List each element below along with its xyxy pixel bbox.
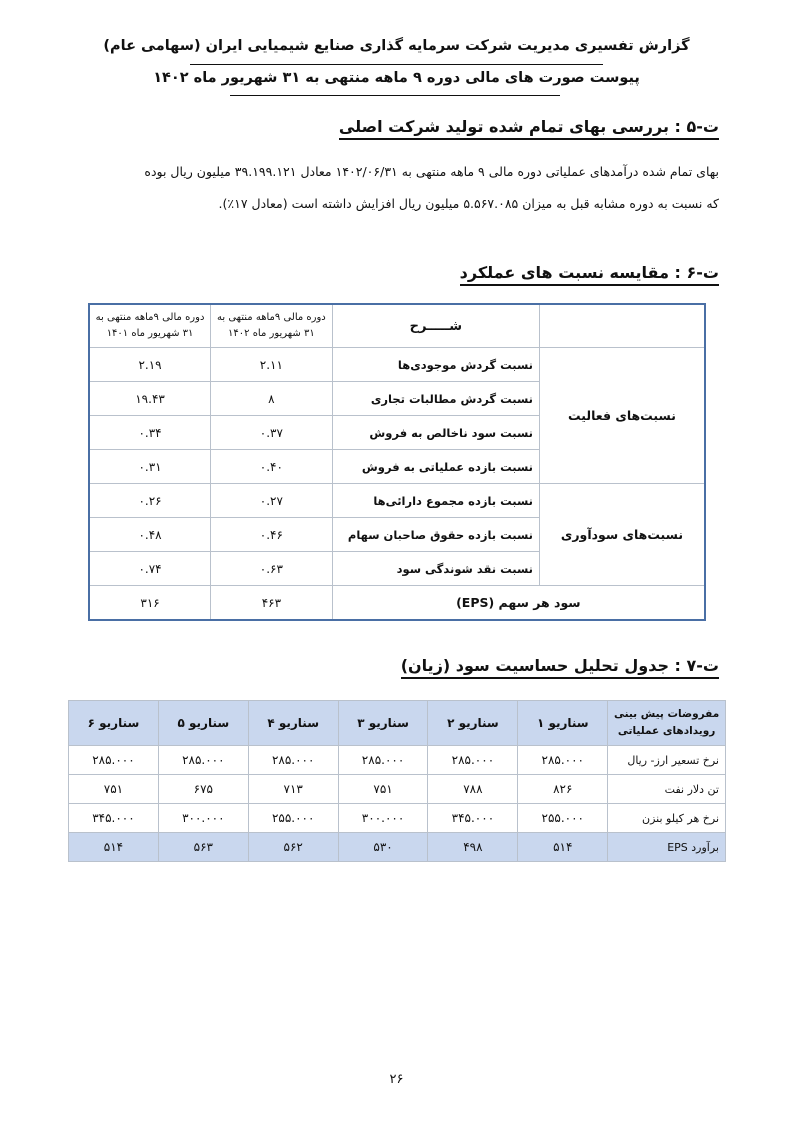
cell: ۳۰۰.۰۰۰ — [338, 804, 428, 833]
row-label: نرخ تسعیر ارز- ریال — [608, 746, 726, 775]
group-profitability-ratios: نسبت‌های سودآوری — [540, 484, 706, 586]
value-2022: ۱۹.۴۳ — [89, 382, 211, 416]
cell: ۷۵۱ — [69, 775, 159, 804]
value-2022: ۰.۳۴ — [89, 416, 211, 450]
cell: ۷۵۱ — [338, 775, 428, 804]
value-2022: ۲.۱۹ — [89, 348, 211, 382]
ratio-comparison-table — [88, 303, 706, 621]
row-label: نسبت سود ناخالص به فروش — [332, 416, 539, 450]
cell: ۳۴۵.۰۰۰ — [69, 804, 159, 833]
scenario-header: سناریو ۴ — [248, 701, 338, 746]
scenario-header: سناریو ۵ — [158, 701, 248, 746]
title-underline — [190, 64, 603, 65]
cell: ۶۷۵ — [158, 775, 248, 804]
scenario-header: سناریو ۳ — [338, 701, 428, 746]
scenario-header: سناریو ۱ — [518, 701, 608, 746]
table-row — [69, 775, 726, 804]
row-label: نسبت گردش موجودی‌ها — [332, 348, 539, 382]
cell: ۲۸۵.۰۰۰ — [338, 746, 428, 775]
cell: ۲۸۵.۰۰۰ — [518, 746, 608, 775]
value-2023: ۰.۳۷ — [211, 416, 333, 450]
report-subtitle: پیوست صورت های مالی دوره ۹ ماهه منتهی به ۳۱ شهریور ماه ۱۴۰۲ — [153, 70, 640, 86]
value-2022: ۰.۷۴ — [89, 552, 211, 586]
table-row — [69, 804, 726, 833]
eps-label: سود هر سهم (EPS) — [332, 586, 705, 621]
description-header: شـــــرح — [332, 304, 539, 348]
value-2023: ۲.۱۱ — [211, 348, 333, 382]
scenario-header: سناریو ۶ — [69, 701, 159, 746]
cell: ۲۵۵.۰۰۰ — [248, 804, 338, 833]
period-2023-header: دوره مالی ۹ماهه منتهی به ۳۱ شهریور ماه ۱۴۰۲ — [211, 304, 333, 348]
assumptions-header: مفروضات پیش بینی رویدادهای عملیاتی — [608, 701, 726, 746]
row-label: نسبت گردش مطالبات تجاری — [332, 382, 539, 416]
cell: ۵۱۴ — [69, 833, 159, 862]
eps-estimate-row — [69, 833, 726, 862]
row-label: برآورد EPS — [608, 833, 726, 862]
value-2023: ۰.۴۰ — [211, 450, 333, 484]
row-label: نسبت نقد شوندگی سود — [332, 552, 539, 586]
cell: ۷۸۸ — [428, 775, 518, 804]
value-2023: ۰.۴۶ — [211, 518, 333, 552]
section-7-title: ت-۷ : جدول تحلیل حساسیت سود (زیان) — [401, 656, 719, 679]
cell: ۳۴۵.۰۰۰ — [428, 804, 518, 833]
row-label: نسبت بازده مجموع دارائی‌ها — [332, 484, 539, 518]
sensitivity-analysis-table — [68, 700, 726, 862]
row-label: نرخ هر کیلو بنزن — [608, 804, 726, 833]
value-2023: ۸ — [211, 382, 333, 416]
value-2022: ۰.۲۶ — [89, 484, 211, 518]
row-label: نسبت بازده عملیاتی به فروش — [332, 450, 539, 484]
cell: ۵۶۳ — [158, 833, 248, 862]
row-label: تن دلار نفت — [608, 775, 726, 804]
cell: ۲۸۵.۰۰۰ — [428, 746, 518, 775]
section-5-line-1: بهای تمام شده درآمدهای عملیاتی دوره مالی ۹ ماهه منتهی به ۱۴۰۲/۰۶/۳۱ معادل ۳۹.۱۹۹.۱۲۱ میلیون ریال بوده — [144, 164, 719, 179]
cell: ۲۸۵.۰۰۰ — [69, 746, 159, 775]
cell: ۷۱۳ — [248, 775, 338, 804]
value-2022: ۰.۳۱ — [89, 450, 211, 484]
table-row — [69, 746, 726, 775]
cell: ۴۹۸ — [428, 833, 518, 862]
section-6-title: ت-۶ : مقایسه نسبت های عملکرد — [460, 263, 719, 286]
subtitle-underline — [230, 95, 560, 96]
group-header-blank — [540, 304, 706, 348]
group-activity-ratios: نسبت‌های فعالیت — [540, 348, 706, 484]
value-2023: ۰.۶۳ — [211, 552, 333, 586]
cell: ۵۳۰ — [338, 833, 428, 862]
period-2022-header: دوره مالی ۹ماهه منتهی به ۳۱ شهریور ماه ۱۴۰۱ — [89, 304, 211, 348]
row-label: نسبت بازده حقوق صاحبان سهام — [332, 518, 539, 552]
cell: ۲۵۵.۰۰۰ — [518, 804, 608, 833]
eps-2023: ۴۶۳ — [211, 586, 333, 621]
scenario-header: سناریو ۲ — [428, 701, 518, 746]
header-row — [69, 701, 726, 746]
cell: ۲۸۵.۰۰۰ — [158, 746, 248, 775]
eps-row — [89, 586, 705, 621]
section-5-paragraph — [70, 156, 719, 220]
section-5-line-2: که نسبت به دوره مشابه قبل به میزان ۵.۵۶۷.۰۸۵ میلیون ریال افزایش داشته است (معادل ۱۷٪). — [218, 196, 719, 211]
cell: ۸۲۶ — [518, 775, 608, 804]
eps-2022: ۳۱۶ — [89, 586, 211, 621]
cell: ۳۰۰.۰۰۰ — [158, 804, 248, 833]
report-title: گزارش تفسیری مدیریت شرکت سرمایه گذاری صنایع شیمیایی ایران (سهامی عام) — [103, 38, 690, 54]
cell: ۲۸۵.۰۰۰ — [248, 746, 338, 775]
value-2023: ۰.۲۷ — [211, 484, 333, 518]
cell: ۵۶۲ — [248, 833, 338, 862]
section-5-title: ت-۵ : بررسی بهای تمام شده تولید شرکت اصلی — [339, 117, 719, 140]
cell: ۵۱۴ — [518, 833, 608, 862]
page-number: ۲۶ — [389, 1072, 404, 1087]
table-row — [89, 484, 705, 518]
value-2022: ۰.۴۸ — [89, 518, 211, 552]
table-row — [89, 348, 705, 382]
